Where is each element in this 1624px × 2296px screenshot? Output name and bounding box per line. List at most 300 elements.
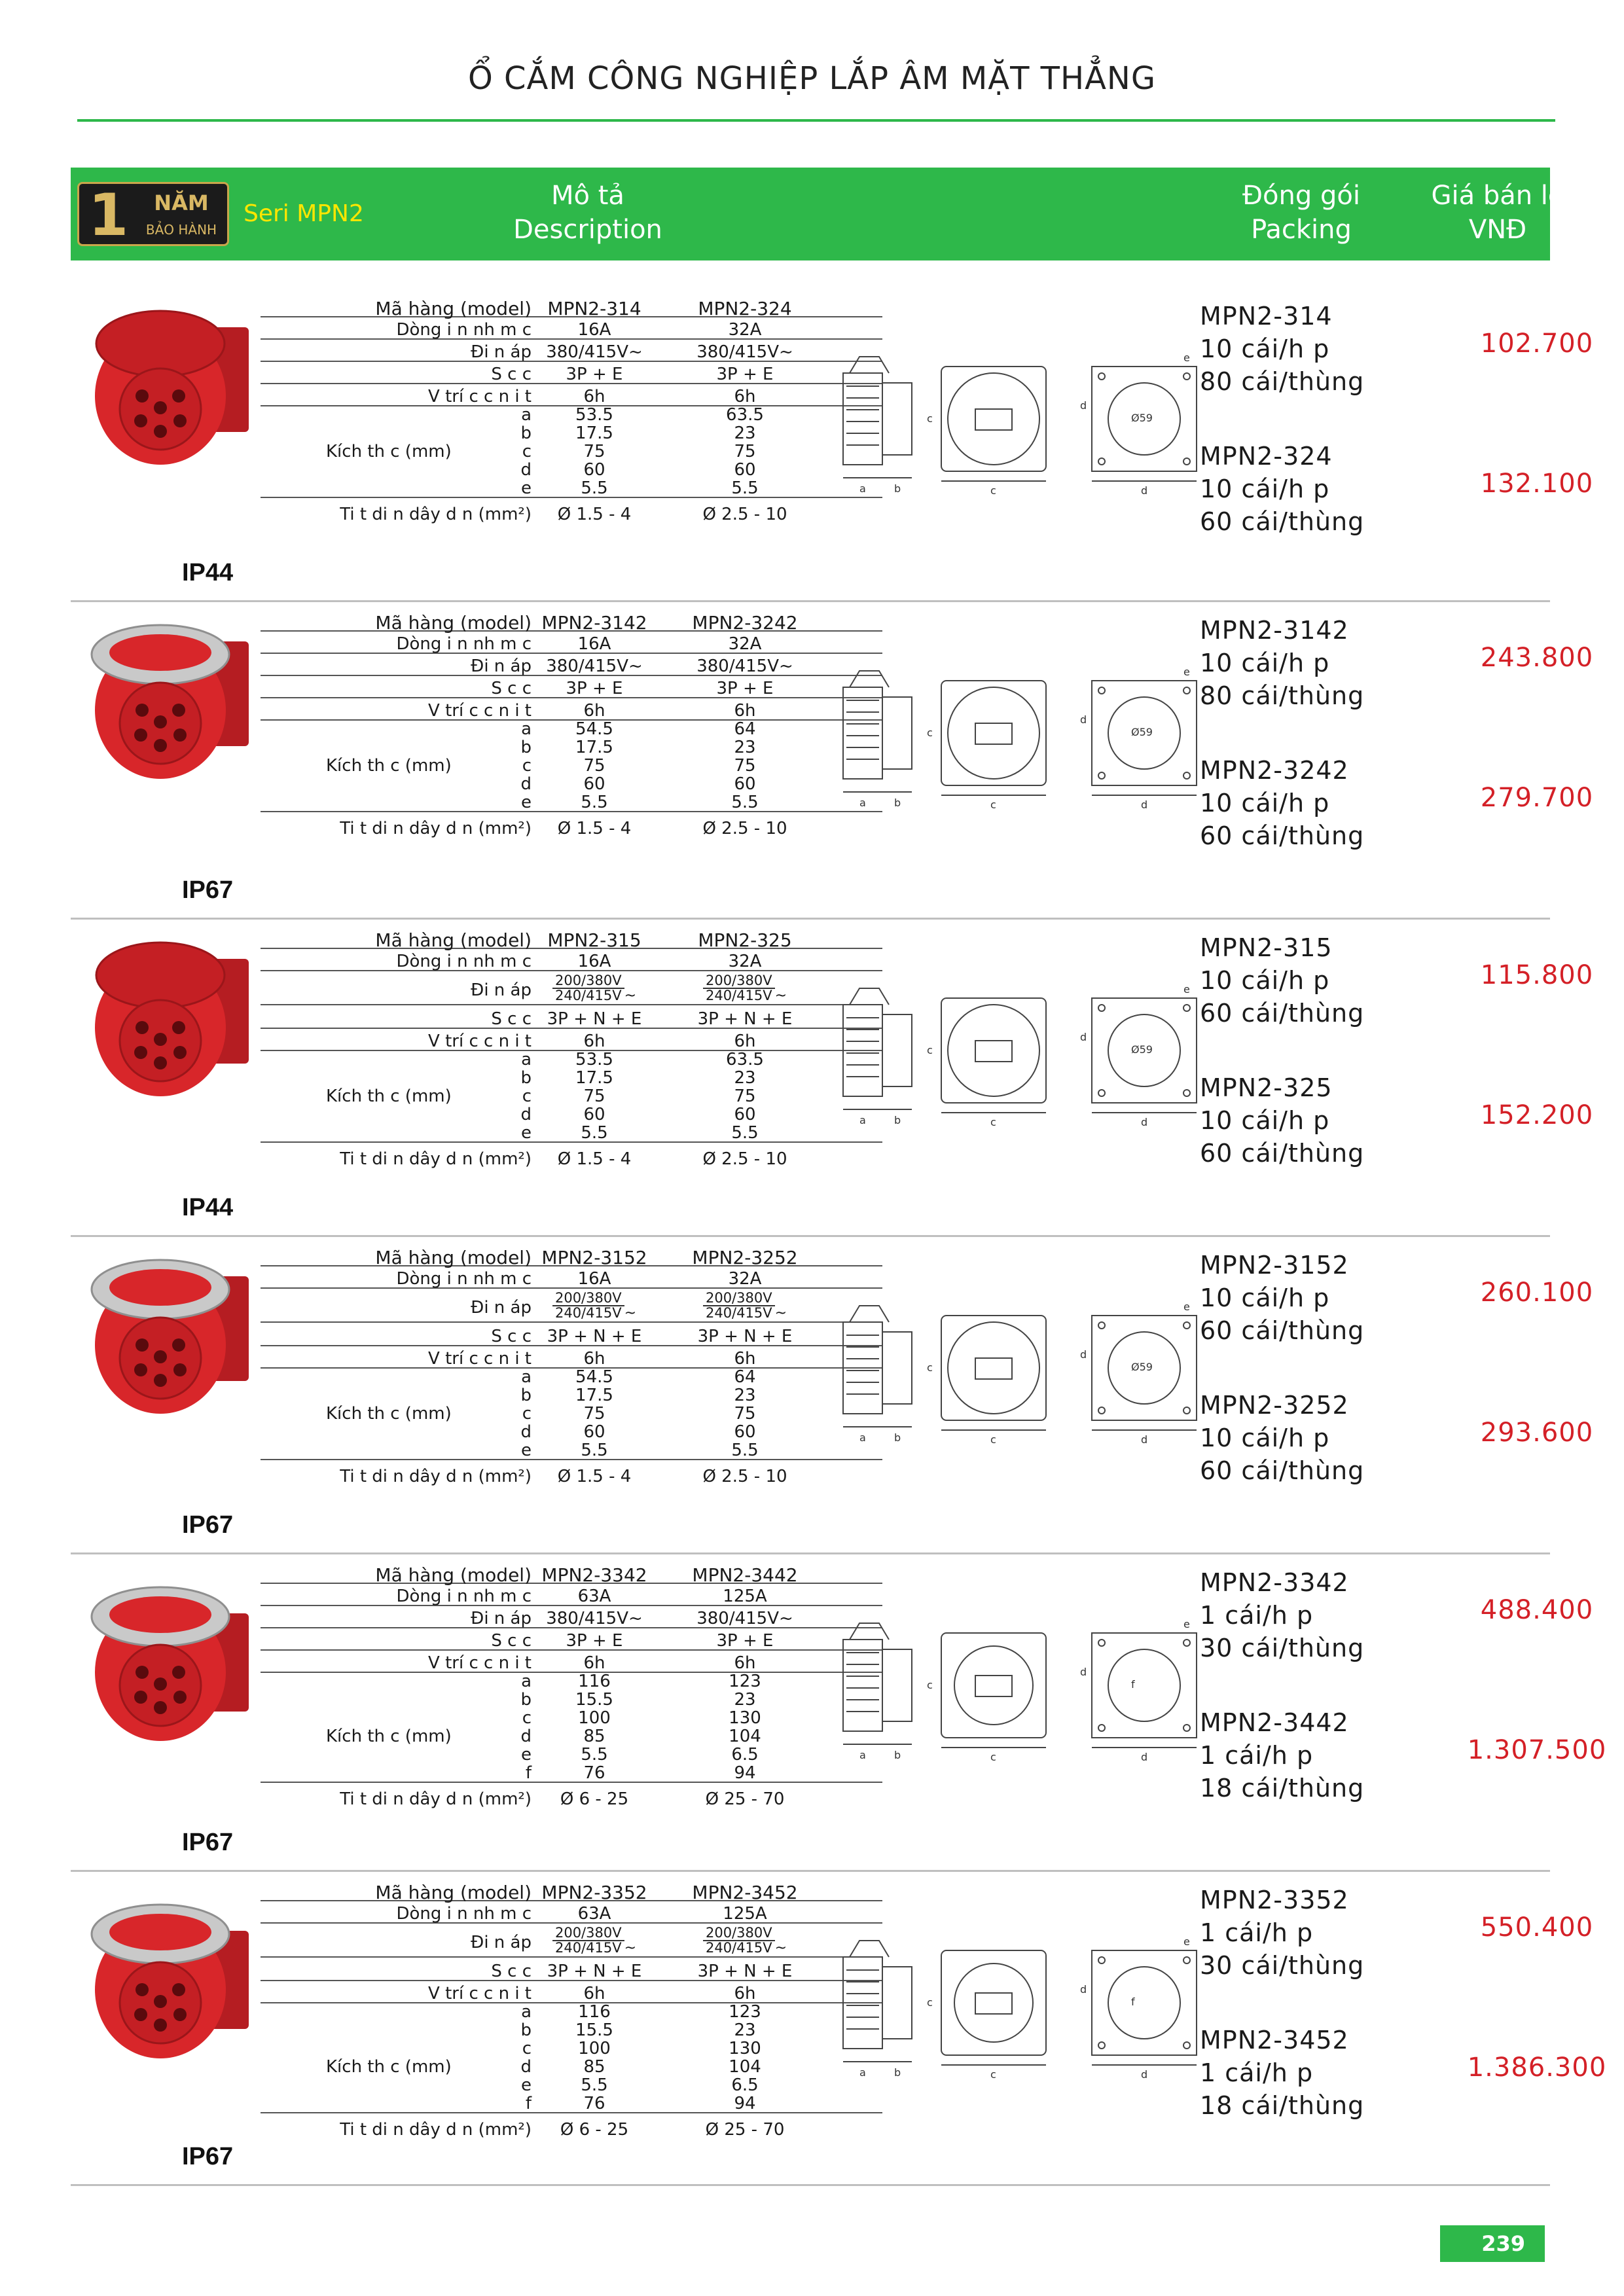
spec-label: Ti t di n dây d n (mm²) (340, 2120, 532, 2140)
socket-image (79, 602, 268, 798)
spec-value-1: MPN2-314 (547, 298, 641, 319)
packing-box: 60 cái/thùng (1200, 1139, 1365, 1168)
dim-letter: d (520, 1105, 532, 1124)
spec-label: Đi n áp (471, 1933, 532, 1952)
voltage-tilde: ~ (624, 988, 637, 1004)
spec-label: Ti t di n dây d n (mm²) (340, 819, 532, 838)
spec-label: Mã hàng (model) (375, 929, 532, 951)
spec-value-2: 60 (734, 460, 756, 480)
packing-code: MPN2-3242 (1200, 756, 1349, 785)
dim-letter: e (521, 478, 532, 498)
spec-wire-row (261, 2120, 882, 2140)
packing-box: 60 cái/thùng (1200, 1316, 1365, 1345)
spec-label: Mã hàng (model) (375, 612, 532, 634)
spec-value-1: 5.5 (581, 1123, 608, 1143)
dim-letter: b (520, 423, 532, 443)
spec-poles-row (261, 1962, 882, 1981)
ip-rating: IP44 (182, 1194, 234, 1221)
svg-text:c: c (990, 1751, 996, 1763)
spec-model-row (261, 1882, 882, 1901)
packing-box: 60 cái/thùng (1200, 507, 1365, 536)
spec-poles-row (261, 1631, 882, 1651)
spec-value-2: 104 (729, 1727, 761, 1746)
spec-value-2: 32A (728, 320, 762, 340)
packing-info-1 (1200, 1249, 1364, 1347)
spec-size-label-row (261, 442, 882, 461)
svg-text:e: e (1183, 666, 1190, 678)
spec-label: V trí c c n i t (428, 387, 532, 406)
table-header (71, 168, 1564, 260)
voltage-lower: 240/415V (705, 1305, 772, 1321)
spec-value-2: 380/415V~ (696, 1609, 793, 1628)
spec-value-1: MPN2-3152 (541, 1247, 647, 1268)
svg-text:e: e (1183, 351, 1190, 364)
svg-text:Ø59: Ø59 (1131, 412, 1153, 424)
dimension-drawing (830, 347, 1262, 497)
spec-value-1: 17.5 (575, 1386, 613, 1405)
svg-text:d: d (1141, 1116, 1148, 1128)
series-name: Seri MPN2 (244, 200, 364, 227)
header-packing-en: Packing (1251, 215, 1352, 245)
spec-value-2: Ø 25 - 70 (705, 2120, 785, 2140)
spec-label: Mã hàng (model) (375, 1247, 532, 1268)
spec-value-1: 60 (583, 1422, 605, 1442)
spec-value-2: 6h (734, 701, 756, 721)
spec-value-2: MPN2-324 (698, 298, 792, 319)
packing-box: 18 cái/thùng (1200, 2091, 1365, 2120)
product-photo (79, 1872, 268, 2068)
spec-position-row (261, 701, 882, 721)
voltage-tilde: ~ (774, 1940, 787, 1956)
page-number: 239 (1440, 2225, 1545, 2262)
spec-value-2: 75 (734, 442, 756, 461)
spec-voltage-fraction (679, 1926, 810, 1957)
svg-text:b: b (894, 2066, 901, 2079)
spec-value-2: 94 (734, 2094, 756, 2113)
spec-label: V trí c c n i t (428, 1984, 532, 2003)
spec-value-1: MPN2-315 (547, 929, 641, 951)
spec-dim-row (261, 1690, 882, 1710)
spec-dim-row (261, 1068, 882, 1088)
spec-value-1: 60 (583, 460, 605, 480)
dim-letter: e (521, 1745, 532, 1765)
product-photo (79, 288, 268, 484)
spec-dim-row (261, 774, 882, 794)
spec-dim-row (261, 1105, 882, 1124)
packing-unit: 1 cái/h p (1200, 1918, 1314, 1947)
spec-value-2: MPN2-3242 (692, 612, 798, 634)
packing-code: MPN2-3252 (1200, 1391, 1349, 1420)
spec-value-1: 5.5 (581, 478, 608, 498)
spec-label: Đi n áp (471, 1609, 532, 1628)
spec-voltage-fraction (529, 1926, 660, 1957)
product-row (71, 1872, 1607, 2186)
spec-dim-rule (261, 1763, 882, 1783)
warranty-unit: NĂM (154, 190, 209, 215)
packing-info-2 (1200, 1706, 1364, 1804)
spec-value-2: 6h (734, 387, 756, 406)
spec-label: Mã hàng (model) (375, 298, 532, 319)
dim-letter: c (522, 1086, 532, 1106)
packing-unit: 1 cái/h p (1200, 2058, 1314, 2087)
packing-unit: 1 cái/h p (1200, 1741, 1314, 1770)
spec-label: Dòng i n nh m c (396, 1269, 532, 1289)
retail-price-1: 243.800 (1480, 643, 1594, 673)
spec-value-2: 123 (729, 2002, 761, 2022)
spec-size-label: Kích th c (mm) (326, 1404, 452, 1424)
spec-value-2: 63.5 (726, 405, 764, 425)
spec-value-1: 85 (583, 2057, 605, 2077)
packing-box: 60 cái/thùng (1200, 1456, 1365, 1485)
spec-label: Dòng i n nh m c (396, 1587, 532, 1606)
spec-dim-row (261, 423, 882, 443)
product-photo (79, 1554, 268, 1751)
spec-value-2: 23 (734, 1386, 756, 1405)
spec-value-1: MPN2-3352 (541, 1882, 647, 1903)
spec-label: Dòng i n nh m c (396, 320, 532, 340)
spec-value-2: 6.5 (731, 2075, 759, 2095)
svg-text:c: c (990, 2068, 996, 2081)
dim-letter: c (522, 1404, 532, 1424)
spec-voltage-row (261, 1291, 882, 1323)
spec-value-2: 75 (734, 1404, 756, 1424)
spec-dim-row (261, 2075, 882, 2095)
svg-text:d: d (1141, 1751, 1148, 1763)
dim-letter: d (520, 2057, 532, 2077)
dim-letter: d (520, 1727, 532, 1746)
spec-label: Mã hàng (model) (375, 1564, 532, 1586)
packing-code: MPN2-324 (1200, 442, 1333, 471)
packing-code: MPN2-3352 (1200, 1886, 1349, 1914)
ip-rating: IP67 (182, 1511, 234, 1539)
spec-value-2: 125A (723, 1904, 767, 1924)
header-description-en: Description (513, 215, 662, 245)
spec-value-2: 380/415V~ (696, 342, 793, 362)
spec-label: Dòng i n nh m c (396, 952, 532, 971)
packing-box: 60 cái/thùng (1200, 999, 1365, 1028)
product-row (71, 288, 1594, 602)
dim-letter: c (522, 756, 532, 776)
spec-current-row (261, 1587, 882, 1606)
spec-label: V trí c c n i t (428, 1031, 532, 1051)
spec-value-1: Ø 1.5 - 4 (557, 1149, 632, 1169)
spec-value-1: 6h (583, 1653, 605, 1673)
packing-box: 60 cái/thùng (1200, 821, 1365, 850)
packing-box: 80 cái/thùng (1200, 681, 1365, 710)
spec-label: Dòng i n nh m c (396, 1904, 532, 1924)
packing-unit: 10 cái/h p (1200, 1283, 1330, 1312)
dim-letter: b (520, 738, 532, 757)
packing-info-2 (1200, 2024, 1364, 2122)
spec-size-label: Kích th c (mm) (326, 756, 452, 776)
spec-voltage-row (261, 974, 882, 1005)
spec-value-2: 23 (734, 1690, 756, 1710)
spec-wire-row (261, 1467, 882, 1486)
spec-value-2: 123 (729, 1672, 761, 1691)
spec-label: Mã hàng (model) (375, 1882, 532, 1903)
spec-label: Đi n áp (471, 656, 532, 676)
spec-label: Đi n áp (471, 1298, 532, 1318)
spec-value-2: MPN2-325 (698, 929, 792, 951)
dim-letter: a (521, 405, 532, 425)
spec-label: S c c (491, 1327, 532, 1346)
spec-value-2: Ø 2.5 - 10 (702, 505, 787, 524)
spec-label: V trí c c n i t (428, 1349, 532, 1369)
svg-text:b: b (894, 1114, 901, 1126)
spec-value-1: 75 (583, 442, 605, 461)
spec-value-1: 63A (577, 1587, 611, 1606)
spec-wire-row (261, 505, 882, 524)
spec-poles-row (261, 1009, 882, 1029)
packing-info-1 (1200, 1884, 1364, 1982)
spec-value-1: 3P + N + E (547, 1962, 642, 1981)
spec-label: S c c (491, 1962, 532, 1981)
spec-value-2: 64 (734, 1367, 756, 1387)
spec-value-1: 53.5 (575, 405, 613, 425)
dimension-drawing (830, 978, 1262, 1129)
spec-wire-row (261, 1789, 882, 1809)
technical-drawing (830, 1613, 1262, 1764)
spec-value-1: 16A (577, 320, 611, 340)
dim-letter: a (521, 1050, 532, 1069)
spec-value-2: 32A (728, 1269, 762, 1289)
svg-text:d: d (1141, 798, 1148, 811)
spec-value-1: 16A (577, 952, 611, 971)
svg-text:c: c (927, 1361, 933, 1374)
spec-value-2: 3P + N + E (697, 1327, 793, 1346)
spec-label: Ti t di n dây d n (mm²) (340, 505, 532, 524)
svg-text:d: d (1141, 2068, 1148, 2081)
spec-value-2: 6h (734, 1349, 756, 1369)
spec-value-2: 5.5 (731, 1123, 759, 1143)
product-row (71, 1237, 1594, 1554)
spec-position-row (261, 1031, 882, 1051)
dim-letter: a (521, 1672, 532, 1691)
spec-label: Ti t di n dây d n (mm²) (340, 1149, 532, 1169)
spec-value-1: 5.5 (581, 1441, 608, 1460)
spec-value-2: 60 (734, 1422, 756, 1442)
dim-letter: d (520, 774, 532, 794)
spec-value-1: 85 (583, 1727, 605, 1746)
spec-value-2: Ø 2.5 - 10 (702, 1467, 787, 1486)
packing-box: 18 cái/thùng (1200, 1774, 1365, 1803)
spec-value-2: Ø 2.5 - 10 (702, 819, 787, 838)
svg-text:b: b (894, 482, 901, 495)
retail-price-2: 279.700 (1480, 783, 1594, 813)
product-photo (79, 920, 268, 1116)
spec-value-2: 6.5 (731, 1745, 759, 1765)
dim-letter: a (521, 2002, 532, 2022)
row-divider (71, 2184, 1550, 2186)
svg-text:a: a (859, 1431, 866, 1444)
svg-text:d: d (1080, 1348, 1087, 1361)
svg-text:c: c (990, 1116, 996, 1128)
spec-value-1: 6h (583, 701, 605, 721)
spec-voltage-fraction (529, 974, 660, 1005)
spec-dim-row (261, 1386, 882, 1405)
spec-value-1: 116 (578, 2002, 611, 2022)
packing-info-1 (1200, 931, 1364, 1030)
ip-rating: IP67 (182, 1829, 234, 1856)
page-title: Ổ CẮM CÔNG NGHIỆP LẮP ÂM MẶT THẲNG (467, 60, 1157, 97)
spec-value-2: 5.5 (731, 793, 759, 812)
spec-voltage-row (261, 656, 882, 676)
spec-model-row (261, 612, 882, 632)
spec-value-1: 75 (583, 756, 605, 776)
spec-value-2: 32A (728, 634, 762, 654)
spec-value-1: 15.5 (575, 2020, 613, 2040)
retail-price-1: 115.800 (1480, 960, 1594, 990)
spec-value-1: 100 (578, 1708, 611, 1728)
spec-dim-row (261, 738, 882, 757)
spec-dim-rule (261, 793, 882, 812)
spec-value-1: 5.5 (581, 1745, 608, 1765)
spec-dim-row (261, 405, 882, 425)
dim-letter: e (521, 1441, 532, 1460)
dim-letter: e (521, 2075, 532, 2095)
voltage-tilde: ~ (624, 1305, 637, 1321)
spec-value-1: 3P + E (566, 1631, 623, 1651)
dim-letter: d (520, 460, 532, 480)
spec-value-1: 5.5 (581, 793, 608, 812)
spec-value-2: 3P + E (716, 1631, 774, 1651)
dim-letter: f (525, 2094, 532, 2113)
voltage-lower: 240/415V (705, 988, 772, 1003)
spec-value-1: 15.5 (575, 1690, 613, 1710)
svg-text:c: c (927, 412, 933, 425)
spec-poles-row (261, 1327, 882, 1346)
spec-value-1: 3P + N + E (547, 1327, 642, 1346)
svg-text:e: e (1183, 1935, 1190, 1948)
spec-label: Đi n áp (471, 342, 532, 362)
spec-value-2: Ø 25 - 70 (705, 1789, 785, 1809)
voltage-lower: 240/415V (554, 1305, 622, 1321)
spec-value-1: 6h (583, 387, 605, 406)
svg-text:d: d (1080, 399, 1087, 412)
packing-code: MPN2-315 (1200, 933, 1333, 962)
packing-info-1 (1200, 300, 1364, 398)
spec-value-1: 6h (583, 1984, 605, 2003)
spec-size-label: Kích th c (mm) (326, 2057, 452, 2077)
voltage-upper: 200/380V (703, 1926, 775, 1941)
packing-info-1 (1200, 614, 1364, 712)
dimension-drawing (830, 661, 1262, 812)
spec-label: S c c (491, 679, 532, 698)
spec-value-2: 23 (734, 738, 756, 757)
spec-voltage-row (261, 1609, 882, 1628)
packing-unit: 10 cái/h p (1200, 966, 1330, 995)
svg-text:c: c (990, 484, 996, 497)
voltage-upper: 200/380V (552, 1926, 624, 1941)
spec-value-2: 130 (729, 2039, 761, 2058)
dim-letter: e (521, 793, 532, 812)
svg-text:d: d (1080, 713, 1087, 726)
product-photo (79, 1237, 268, 1433)
spec-value-2: Ø 2.5 - 10 (702, 1149, 787, 1169)
spec-dim-row (261, 1745, 882, 1765)
socket-image (79, 1872, 268, 2068)
retail-price-1: 260.100 (1480, 1278, 1594, 1308)
spec-value-1: 75 (583, 1404, 605, 1424)
spec-value-1: MPN2-3342 (541, 1564, 647, 1586)
svg-text:Ø59: Ø59 (1131, 1361, 1153, 1373)
svg-text:e: e (1183, 1618, 1190, 1630)
header-price-vi: Giá bán lẻ (1431, 181, 1564, 211)
svg-text:f: f (1131, 1996, 1135, 2008)
spec-size-label-row (261, 1727, 882, 1746)
spec-value-1: MPN2-3142 (541, 612, 647, 634)
voltage-upper: 200/380V (703, 974, 775, 989)
spec-size-label-row (261, 1086, 882, 1106)
dim-letter: b (520, 1068, 532, 1088)
dim-letter: f (525, 1763, 532, 1783)
svg-text:d: d (1080, 1983, 1087, 1996)
spec-size-label: Kích th c (mm) (326, 1086, 452, 1106)
warranty-label: BẢO HÀNH (145, 222, 217, 238)
spec-value-1: Ø 1.5 - 4 (557, 1467, 632, 1486)
packing-code: MPN2-3342 (1200, 1568, 1349, 1597)
spec-value-2: 64 (734, 719, 756, 739)
spec-size-label: Kích th c (mm) (326, 442, 452, 461)
spec-label: S c c (491, 1631, 532, 1651)
spec-value-1: 17.5 (575, 423, 613, 443)
spec-value-2: 6h (734, 1653, 756, 1673)
dim-letter: a (521, 1367, 532, 1387)
spec-value-1: 60 (583, 774, 605, 794)
voltage-upper: 200/380V (703, 1291, 775, 1306)
spec-value-1: 60 (583, 1105, 605, 1124)
spec-value-1: 17.5 (575, 1068, 613, 1088)
spec-label: Ti t di n dây d n (mm²) (340, 1467, 532, 1486)
product-photo (79, 602, 268, 798)
technical-drawing (830, 661, 1262, 812)
spec-dim-row (261, 1367, 882, 1387)
spec-value-1: 380/415V~ (546, 1609, 643, 1628)
voltage-tilde: ~ (624, 1940, 637, 1956)
spec-size-label-row (261, 1404, 882, 1424)
spec-value-1: 16A (577, 634, 611, 654)
svg-text:e: e (1183, 983, 1190, 996)
packing-box: 30 cái/thùng (1200, 1634, 1365, 1662)
voltage-lower: 240/415V (554, 1940, 622, 1956)
spec-size-label: Kích th c (mm) (326, 1727, 452, 1746)
spec-current-row (261, 952, 882, 971)
packing-unit: 1 cái/h p (1200, 1601, 1314, 1630)
spec-value-2: 75 (734, 756, 756, 776)
spec-voltage-fraction (679, 1291, 810, 1322)
svg-text:b: b (894, 1431, 901, 1444)
spec-value-1: Ø 1.5 - 4 (557, 819, 632, 838)
spec-voltage-row (261, 1926, 882, 1958)
spec-value-2: 6h (734, 1984, 756, 2003)
spec-value-2: 23 (734, 2020, 756, 2040)
spec-poles-row (261, 365, 882, 384)
spec-label: S c c (491, 365, 532, 384)
spec-dim-rule (261, 2094, 882, 2113)
spec-current-row (261, 1269, 882, 1289)
spec-value-2: 3P + E (716, 679, 774, 698)
svg-text:d: d (1080, 1031, 1087, 1043)
dimension-drawing (830, 1613, 1262, 1764)
retail-price-2: 152.200 (1480, 1100, 1594, 1130)
spec-label: Đi n áp (471, 980, 532, 1000)
retail-price-2: 132.100 (1480, 469, 1594, 499)
spec-model-row (261, 1247, 882, 1266)
ip-rating: IP44 (182, 559, 234, 586)
spec-value-2: 5.5 (731, 1441, 759, 1460)
dim-letter: e (521, 1123, 532, 1143)
spec-dim-row (261, 2020, 882, 2040)
